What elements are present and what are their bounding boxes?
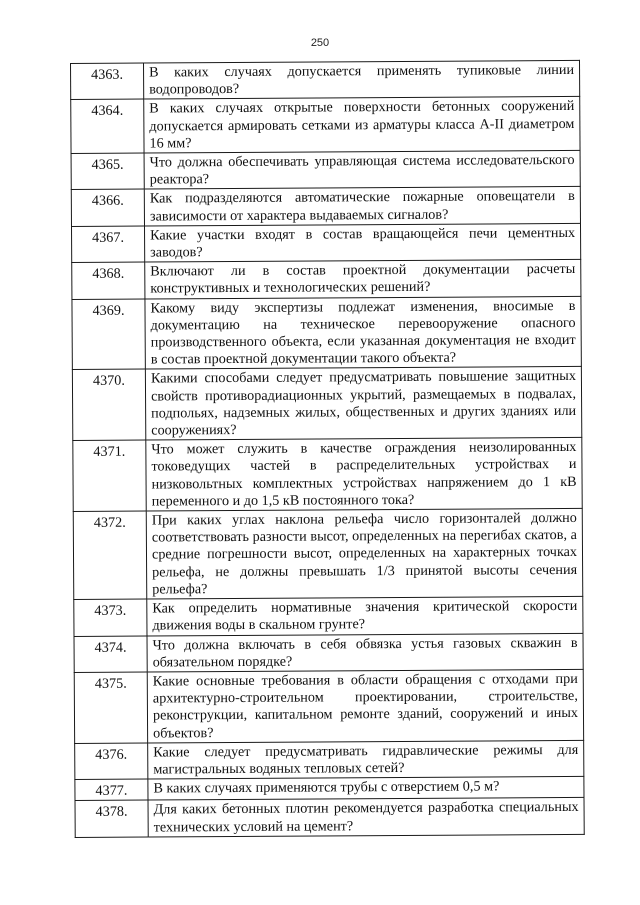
question-number: 4367.: [71, 226, 144, 263]
questions-table: [70, 60, 585, 838]
question-number: 4372.: [73, 511, 147, 599]
question-number: 4365.: [71, 153, 144, 190]
question-text: При каких углах наклона рельефа число горизонталей должно соответствовать разности высот, определенных на перегибах скатов, а средние погрешности высот, определенных на характерных точках рельефа, не должны превышать 1/3 принятой высоты сечения рельефа?: [146, 508, 583, 599]
question-number: 4376.: [75, 743, 148, 780]
table-row: [74, 633, 583, 673]
question-number: 4369.: [72, 299, 145, 370]
question-text: Что должна включать в себя обвязка устья газовых скважин в обязательном порядке?: [147, 633, 583, 672]
question-number: 4371.: [73, 440, 146, 511]
question-text: Как определить нормативные значения критической скорости движения воды в скальном грунте?: [147, 596, 583, 635]
table-row: [72, 260, 581, 300]
question-number: 4378.: [75, 800, 148, 837]
question-text: Какие участки входят в состав вращающейся печи цементных заводов?: [144, 223, 580, 262]
table-row: [72, 367, 581, 441]
table-row: [74, 669, 583, 743]
question-text: В каких случаях допускается применять тупиковые линии водопроводов?: [144, 60, 580, 99]
table-row: [71, 150, 580, 190]
question-text: Какие следует предусматривать гидравлические режимы для магистральных водяных тепловых сетей?: [148, 740, 584, 779]
question-text: Включают ли в состав проектной документации расчеты конструктивных и технологических решений?: [145, 260, 581, 299]
table-row: [73, 508, 583, 599]
question-number: 4366.: [71, 189, 144, 226]
question-number: 4377.: [75, 779, 148, 801]
question-text: Какими способами следует предусматривать повышение защитных свойств противорадиационных укрытий, размещаемых в подвалах, подпольях, надземных жилых, общественных и других зданиях или сооружениях?: [145, 367, 581, 440]
table-row: [71, 97, 580, 154]
table-row: [72, 296, 581, 370]
question-number: 4374.: [74, 636, 147, 673]
question-text: Что может служить в качестве ограждения неизолированных токоведущих частей в распределительных устройствах и низковольтных комплектных устройствах напряжением до 1 кВ переменного и до 1,5 кВ постоянного тока?: [146, 438, 582, 511]
question-number: 4368.: [72, 262, 145, 299]
table-row: [75, 798, 584, 838]
questions-table-wrapper: [70, 60, 585, 838]
question-text: Какому виду экспертизы подлежат изменения, вносимые в документацию на техническое перевооружение опасного производственного объекта, если указанная документация не входит в состав проектной документации такого объекта?: [145, 296, 581, 369]
table-row: [73, 438, 582, 512]
question-number: 4363.: [71, 63, 144, 100]
question-text: В каких случаях открытые поверхности бетонных сооружений допускается армировать сетками из арматуры класса А-II диаметром 16 мм?: [144, 97, 580, 153]
table-row: [71, 187, 580, 227]
table-row: [75, 776, 584, 800]
page-number: 250: [310, 37, 330, 49]
question-text: Что должна обеспечивать управляющая система исследовательского реактора?: [144, 150, 580, 189]
table-row: [75, 740, 584, 780]
question-number: 4364.: [71, 99, 144, 153]
question-number: 4373.: [74, 599, 147, 636]
question-text: Какие основные требования в области обращения с отходами при архитектурно-строительном проектировании, строительстве, реконструкции, капитальном ремонте зданий, сооружений и иных объектов?: [147, 669, 583, 742]
table-row: [74, 596, 583, 636]
table-row: [71, 60, 580, 100]
question-text: В каких случаях применяются трубы с отверстием 0,5 м?: [148, 776, 584, 800]
question-text: Для каких бетонных плотин рекомендуется разработка специальных технических условий на цемент?: [148, 798, 584, 837]
question-number: 4370.: [72, 369, 145, 440]
table-row: [71, 223, 580, 263]
question-text: Как подразделяются автоматические пожарные оповещатели в зависимости от характера выдаваемых сигналов?: [144, 187, 580, 226]
question-number: 4375.: [74, 672, 147, 743]
